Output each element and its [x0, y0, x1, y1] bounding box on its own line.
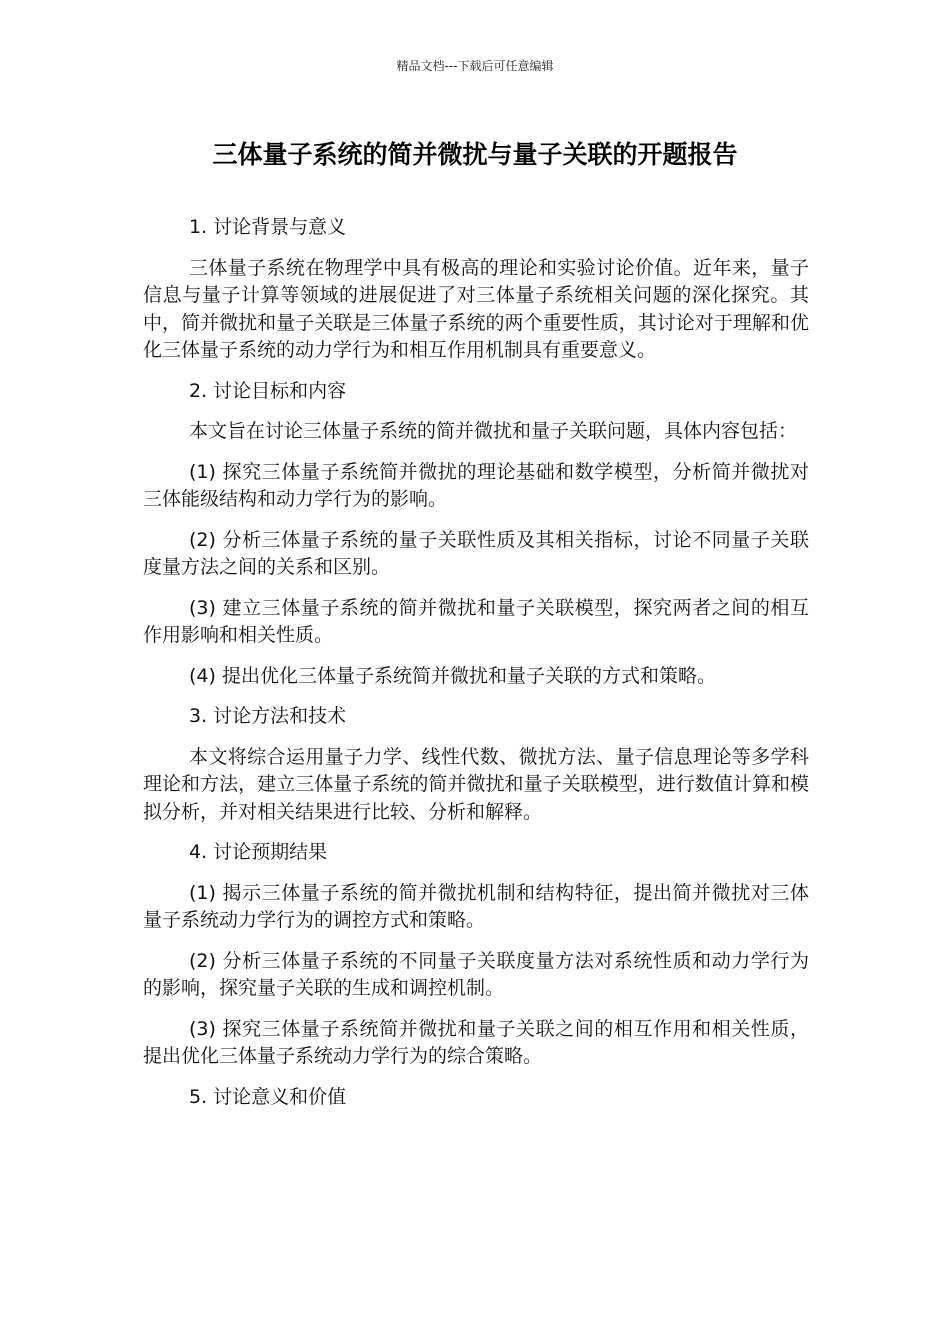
list-item-result-3: (3) 探究三体量子系统简并微扰和量子关联之间的相互作用和相关性质，提出优化三体量子系统动力学行为的综合策略。: [143, 1017, 809, 1067]
header-note: 精品文档---下载后可任意编辑: [396, 59, 554, 73]
paragraph-methods: 本文将综合运用量子力学、线性代数、微扰方法、量子信息理论等多学科理论和方法，建立三体量子系统的简并微扰和量子关联模型，进行数值计算和模拟分析，并对相关结果进行比较、分析和解释。: [143, 745, 809, 823]
list-item-result-2: (2) 分析三体量子系统的不同量子关联度量方法对系统性质和动力学行为的影响，探究量子关联的生成和调控机制。: [143, 949, 809, 999]
paragraph-background: 三体量子系统在物理学中具有极高的理论和实验讨论价值。近年来，量子信息与量子计算等领域的进展促进了对三体量子系统相关问题的深化探究。其中，简并微扰和量子关联是三体量子系统的两个重要性质，其讨论对于理解和优化三体量子系统的动力学行为和相互作用机制具有重要意义。: [143, 256, 809, 361]
section-heading-methods: 3. 讨论方法和技术: [189, 705, 347, 727]
document-title: 三体量子系统的简并微扰与量子关联的开题报告: [212, 140, 738, 169]
section-heading-results: 4. 讨论预期结果: [189, 841, 328, 863]
list-item-goal-3: (3) 建立三体量子系统的简并微扰和量子关联模型，探究两者之间的相互作用影响和相关性质。: [143, 596, 809, 646]
document-body: [143, 214, 809, 1124]
section-heading-background: 1. 讨论背景与意义: [189, 216, 347, 238]
list-item-goal-1: (1) 探究三体量子系统简并微扰的理论基础和数学模型，分析简并微扰对三体能级结构和动力学行为的影响。: [143, 460, 809, 510]
list-item-result-1: (1) 揭示三体量子系统的简并微扰机制和结构特征，提出简并微扰对三体量子系统动力学行为的调控方式和策略。: [143, 881, 809, 931]
section-heading-significance: 5. 讨论意义和价值: [189, 1085, 347, 1108]
paragraph-goals-intro: 本文旨在讨论三体量子系统的简并微扰和量子关联问题，具体内容包括：: [189, 420, 798, 442]
list-item-goal-2: (2) 分析三体量子系统的量子关联性质及其相关指标，讨论不同量子关联度量方法之间的关系和区别。: [143, 528, 809, 578]
list-item-goal-4: (4) 提出优化三体量子系统简并微扰和量子关联的方式和策略。: [189, 664, 716, 687]
section-heading-goals: 2. 讨论目标和内容: [189, 379, 347, 402]
